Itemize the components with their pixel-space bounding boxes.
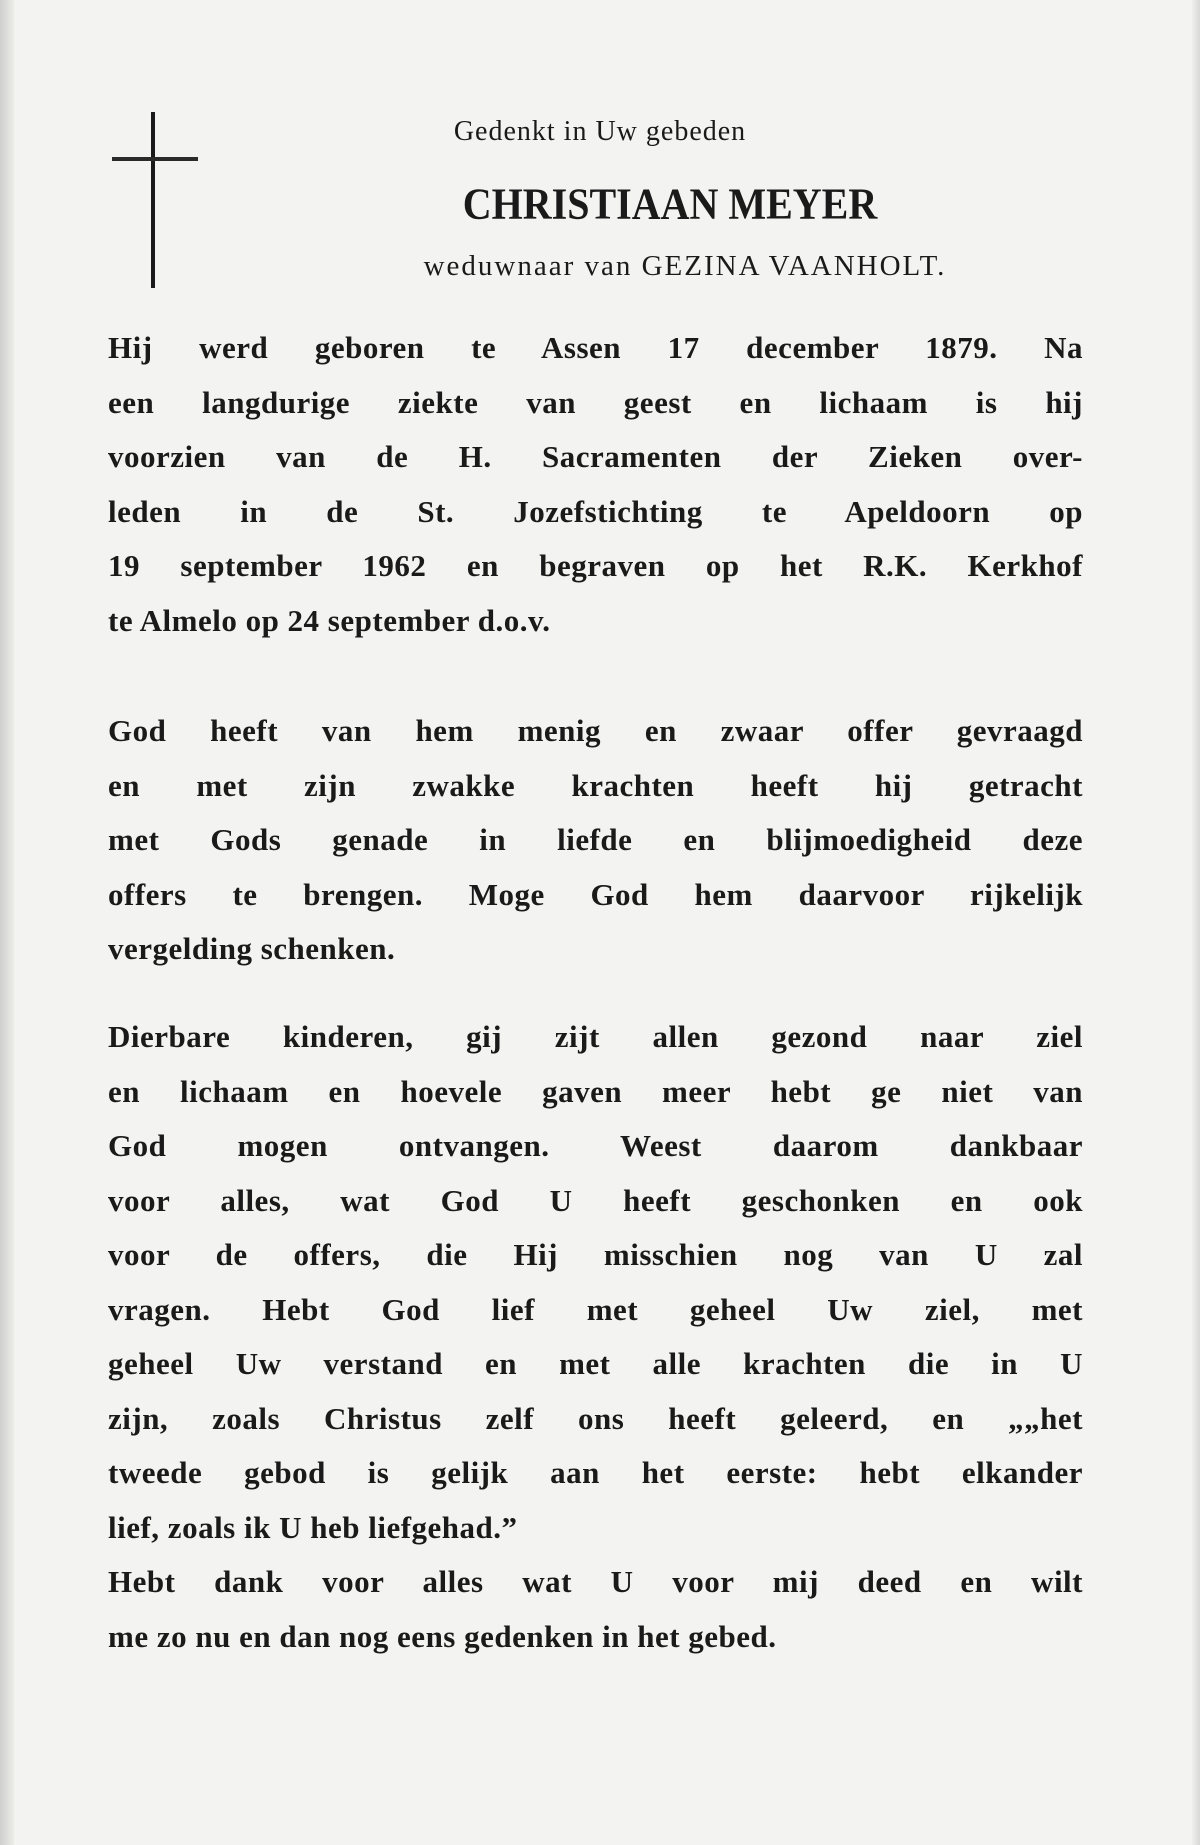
text-line: offers te brengen. Moge God hem daarvoor rijkelijk — [108, 876, 1083, 912]
text-line: zijn, zoals Christus zelf ons heeft geleerd, en „„het — [108, 1400, 1083, 1436]
text-line: een langdurige ziekte van geest en lichaam is hij — [108, 384, 1083, 420]
deceased-name: CHRISTIAAN MEYER — [462, 178, 878, 229]
text-line: God heeft van hem menig en zwaar offer gevraagd — [108, 713, 1083, 748]
text-line: met Gods genade in liefde en blijmoedigheid deze — [108, 822, 1083, 857]
relation-line: weduwnaar van GEZINA VAANHOLT. — [423, 250, 947, 282]
text-line: tweede gebod is gelijk aan het eerste: hebt elkander — [108, 1455, 1083, 1490]
paper-edge-right — [1192, 0, 1200, 1845]
text-line: vragen. Hebt God lief met geheel Uw ziel, met — [108, 1291, 1083, 1327]
text-line: Hebt dank voor alles wat U voor mij deed en wilt — [108, 1564, 1083, 1599]
text-line: en lichaam en hoevele gaven meer hebt ge niet van — [108, 1073, 1083, 1109]
paper-edge-left — [0, 0, 14, 1845]
text-line: me zo nu en dan nog eens gedenken in het gebed. — [108, 1618, 777, 1654]
cross-vertical — [151, 112, 155, 288]
text-line: Hij werd geboren te Assen 17 december 1879. Na — [108, 330, 1083, 365]
text-line: Dierbare kinderen, gij zijt allen gezond naar ziel — [108, 1019, 1083, 1054]
text-line: geheel Uw verstand en met alle krachten die in U — [108, 1346, 1083, 1381]
text-line: voor alles, wat God U heeft geschonken en ook — [108, 1182, 1083, 1218]
invocation: Gedenkt in Uw gebeden — [453, 116, 747, 147]
text-line: 19 september 1962 en begraven op het R.K. Kerkhof — [108, 548, 1083, 583]
text-line: leden in de St. Jozefstichting te Apeldoorn op — [108, 493, 1083, 529]
text-line: voorzien van de H. Sacramenten der Zieken over- — [108, 439, 1083, 474]
text-line: te Almelo op 24 september d.o.v. — [108, 602, 551, 638]
text-line: en met zijn zwakke krachten heeft hij getracht — [108, 767, 1083, 803]
text-line: lief, zoals ik U heb liefgehad.” — [108, 1509, 518, 1545]
text-line: vergelding schenken. — [108, 931, 396, 966]
text-line: God mogen ontvangen. Weest daarom dankbaar — [108, 1128, 1083, 1163]
text-line: voor de offers, die Hij misschien nog van U zal — [108, 1237, 1083, 1272]
cross-horizontal — [112, 157, 198, 161]
